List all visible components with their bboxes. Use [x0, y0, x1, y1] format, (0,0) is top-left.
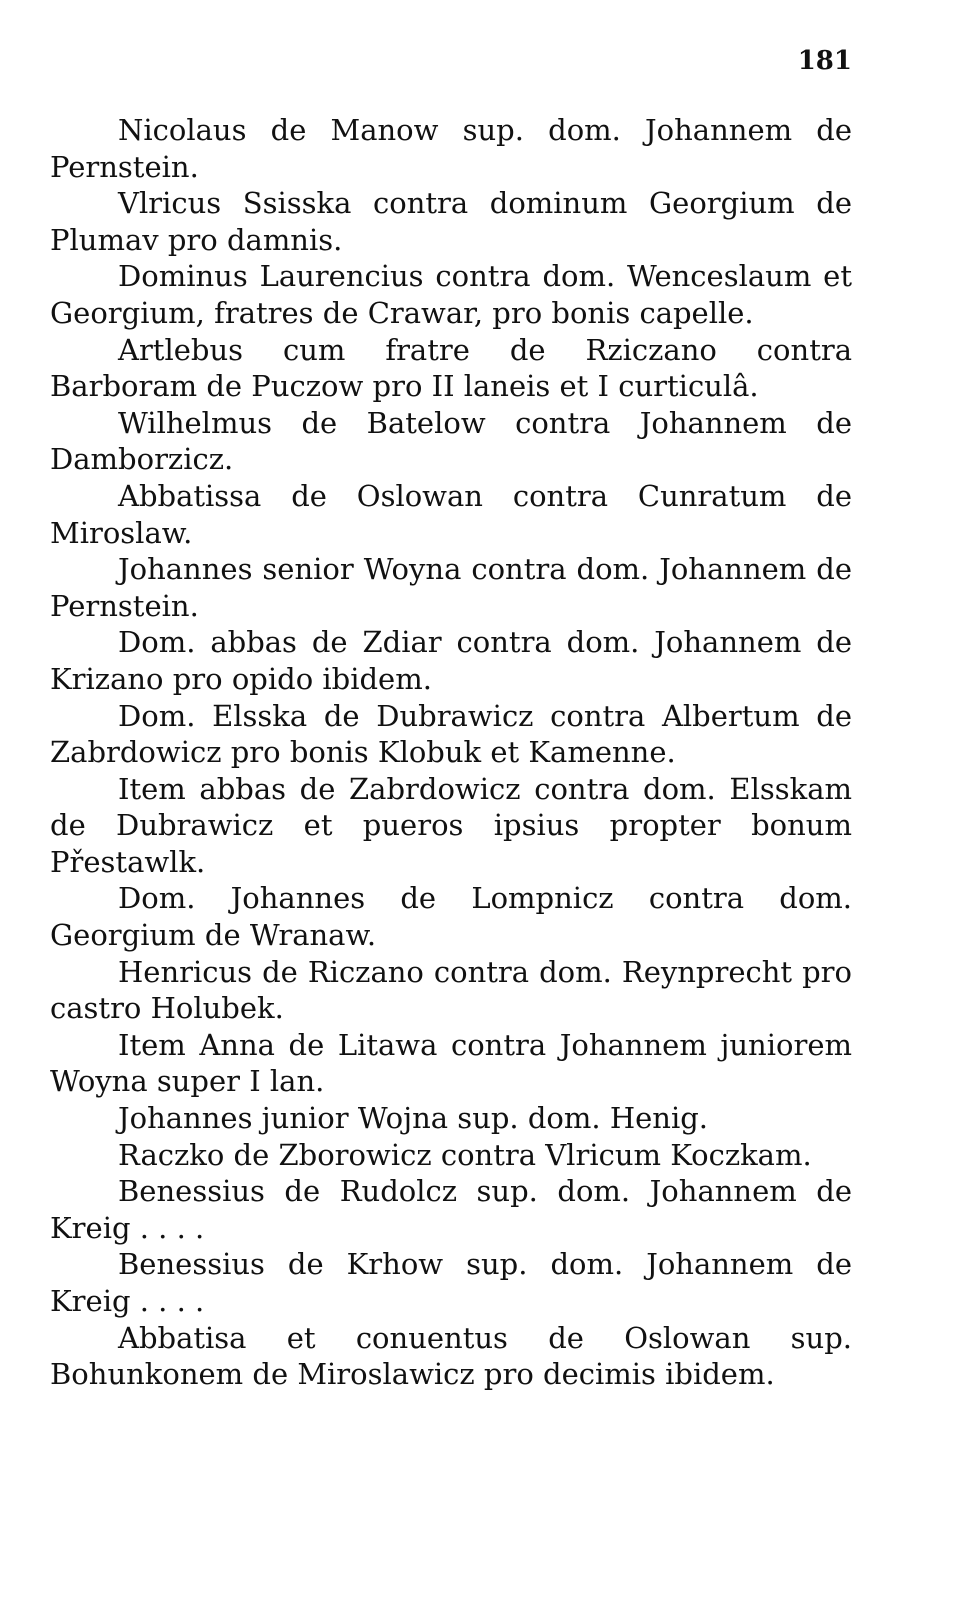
- text-body: [50, 112, 852, 1393]
- paragraph-4: Artlebus cum fratre de Rziczano contra Barboram de Puczow pro II laneis et I curticulâ.: [50, 332, 852, 404]
- paragraph-6: Abbatissa de Oslowan contra Cunratum de Miroslaw.: [50, 478, 852, 550]
- paragraph-10: Item abbas de Zabrdowicz contra dom. Elsskam de Dubrawicz et pueros ipsius propter bonum Přestawlk.: [50, 771, 852, 879]
- paragraph-8: Dom. abbas de Zdiar contra dom. Johannem de Krizano pro opido ibidem.: [50, 625, 852, 696]
- paragraph-2: Vlricus Ssisska contra dominum Georgium de Plumav pro damnis.: [50, 186, 852, 257]
- paragraph-3: Dominus Laurencius contra dom. Wenceslaum et Georgium, fratres de Crawar, pro bonis capelle.: [50, 259, 852, 330]
- paragraph-15: Raczko de Zborowicz contra Vlricum Koczkam.: [118, 1137, 812, 1172]
- paragraph-14: Johannes junior Wojna sup. dom. Henig.: [118, 1101, 709, 1136]
- paragraph-13: Item Anna de Litawa contra Johannem juniorem Woyna super I lan.: [50, 1027, 852, 1099]
- paragraph-11: Dom. Johannes de Lompnicz contra dom. Georgium de Wranaw.: [50, 881, 852, 953]
- paragraph-7: Johannes senior Woyna contra dom. Johannem de Pernstein.: [50, 552, 852, 623]
- paragraph-9: Dom. Elsska de Dubrawicz contra Albertum de Zabrdowicz pro bonis Klobuk et Kamenne.: [50, 698, 852, 770]
- paragraph-18: Abbatisa et conuentus de Oslowan sup. Bohunkonem de Miroslawicz pro decimis ibidem.: [50, 1320, 852, 1392]
- page-number: 181: [797, 46, 852, 76]
- paragraph-16: Benessius de Rudolcz sup. dom. Johannem de Kreig . . . .: [50, 1174, 852, 1245]
- paragraph-12: Henricus de Riczano contra dom. Reynprecht pro castro Holubek.: [50, 954, 852, 1026]
- paragraph-17: Benessius de Krhow sup. dom. Johannem de Kreig . . . .: [50, 1247, 852, 1318]
- paragraph-1: Nicolaus de Manow sup. dom. Johannem de Pernstein.: [50, 113, 852, 184]
- paragraph-5: Wilhelmus de Batelow contra Johannem de Damborzicz.: [50, 405, 852, 477]
